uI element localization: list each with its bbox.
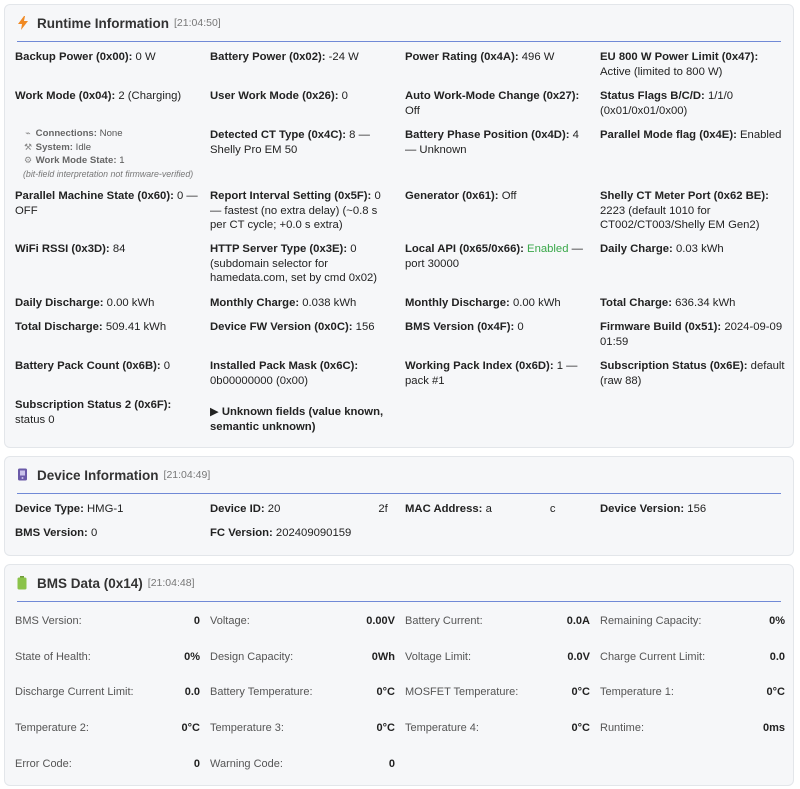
bms-item (15, 686, 200, 698)
bms-timestamp: [21:04:48] (147, 577, 195, 589)
runtime-card (4, 4, 794, 448)
auto-work-mode-field: Auto Work-Mode Change (0x27): Off (405, 90, 580, 117)
bms-item-label: Temperature 3: (210, 722, 284, 734)
parallel-mode-field: Parallel Mode flag (0x4E): Enabled (600, 129, 782, 141)
device-title: Device Information (37, 467, 159, 483)
device-timestamp: [21:04:49] (163, 469, 211, 481)
eu-power-limit-field: EU 800 W Power Limit (0x47): Active (limited to 800 W) (600, 51, 759, 78)
total-charge-field: Total Charge: 636.34 kWh (600, 297, 736, 309)
lightning-icon (17, 16, 29, 30)
bms-item (600, 651, 785, 663)
device-icon (17, 468, 29, 482)
local-api-field: Local API (0x65/0x66): Enabled — port 30000 (405, 243, 583, 270)
bms-item-label: Charge Current Limit: (600, 651, 706, 663)
bms-item-label: Error Code: (15, 758, 72, 770)
work-mode-field: Work Mode (0x04): 2 (Charging) (15, 90, 182, 102)
bms-version-field: BMS Version (0x4F): 0 (405, 321, 524, 333)
bms-item (405, 615, 590, 627)
bms-item-value: 0Wh (371, 651, 395, 663)
bms-item-value: 0ms (762, 722, 785, 734)
battery-power-field: Battery Power (0x02): -24 W (210, 51, 359, 63)
bms-item-value: 0 (193, 758, 200, 770)
bms-item-value: 0.0A (566, 615, 590, 627)
bms-item-value: 0.0V (567, 651, 590, 663)
device-card (4, 456, 794, 556)
bms-item-value: 0°C (376, 722, 395, 734)
bms-item-label: Voltage Limit: (405, 651, 472, 663)
bms-item-value: 0°C (571, 722, 590, 734)
device-id-field: Device ID: 20 2f (210, 503, 388, 515)
bms-item-label: BMS Version: (15, 615, 82, 627)
bms-item-label: Voltage: (210, 615, 250, 627)
bms-item-label: Remaining Capacity: (600, 615, 702, 627)
report-interval-field: Report Interval Setting (0x5F): 0 — fastest (no extra delay) (~0.8 s per CT cycle; +0.0 s extra) (210, 190, 381, 231)
local-api-status: Enabled (527, 243, 569, 255)
bms-item-label: Discharge Current Limit: (15, 686, 134, 698)
device-bms-version-field: BMS Version: 0 (15, 527, 98, 539)
bms-item (600, 686, 785, 698)
bms-item-value: 0°C (181, 722, 200, 734)
bms-item-value: 0.0 (184, 686, 200, 698)
bms-item-label: Temperature 4: (405, 722, 479, 734)
power-rating-field: Power Rating (0x4A): 496 W (405, 51, 555, 63)
device-fw-version-field: Device FW Version (0x0C): 156 (210, 321, 375, 333)
battery-pack-count-field: Battery Pack Count (0x6B): 0 (15, 360, 171, 372)
bms-item-value: 0% (769, 615, 785, 627)
http-server-type-field: HTTP Server Type (0x3E): 0 (subdomain selector for hamedata.com, set by cmd 0x02) (210, 243, 378, 284)
connections-row: ⌁ Connections: None (23, 127, 193, 141)
work-mode-state-row: ⚙ Work Mode State: 1 (23, 155, 125, 166)
subscription-status-field: Subscription Status (0x6E): default (raw 88) (600, 360, 785, 387)
device-header (17, 457, 781, 494)
bms-item (15, 615, 200, 627)
bms-item (15, 651, 200, 663)
bms-item-value: 0°C (571, 686, 590, 698)
working-pack-index-field: Working Pack Index (0x6D): 1 — pack #1 (405, 360, 578, 387)
status-details (23, 127, 193, 181)
daily-discharge-field: Daily Discharge: 0.00 kWh (15, 297, 155, 309)
wifi-rssi-field: WiFi RSSI (0x3D): 84 (15, 243, 126, 255)
bms-item-label: Runtime: (600, 722, 645, 734)
link-icon: ⌁ (25, 128, 31, 138)
bms-item-value: 0.00V (366, 615, 395, 627)
monthly-charge-field: Monthly Charge: 0.038 kWh (210, 297, 357, 309)
battery-phase-field: Battery Phase Position (0x4D): 4 — Unknown (405, 129, 579, 156)
bms-item (600, 722, 785, 734)
runtime-header (17, 5, 781, 42)
firmware-build-field: Firmware Build (0x51): 2024-09-09 01:59 (600, 321, 783, 348)
bms-item (600, 615, 785, 627)
system-row: ⚒ System: Idle (23, 141, 92, 153)
parallel-machine-state-field: Parallel Machine State (0x60): 0 — OFF (15, 190, 198, 217)
bms-item-label: Temperature 1: (600, 686, 674, 698)
bms-card (4, 564, 794, 786)
bms-item (405, 686, 590, 698)
bms-item-value: 0°C (766, 686, 785, 698)
bms-item (210, 722, 395, 734)
gear-icon: ⚙ (23, 155, 33, 165)
battery-icon (17, 576, 29, 590)
bms-item-label: Battery Current: (405, 615, 483, 627)
bms-item-label: Temperature 2: (15, 722, 89, 734)
backup-power-field: Backup Power (0x00): 0 W (15, 51, 156, 63)
bms-item-value: 0.0 (769, 651, 785, 663)
bms-item (15, 722, 200, 734)
device-version-field: Device Version: 156 (600, 503, 707, 515)
bms-item-label: State of Health: (15, 651, 91, 663)
status-flags-field: Status Flags B/C/D: 1/1/0 (0x01/0x01/0x00) (600, 90, 734, 117)
bms-item (210, 651, 395, 663)
unknown-fields-toggle[interactable]: ▶ Unknown fields (value known, semantic unknown) (210, 406, 384, 433)
installed-pack-mask-field: Installed Pack Mask (0x6C): 0b00000000 (0x00) (210, 360, 359, 387)
bms-item-label: MOSFET Temperature: (405, 686, 519, 698)
bms-item-value: 0 (193, 615, 200, 627)
bms-item (210, 615, 395, 627)
bms-item (405, 722, 590, 734)
bitfield-note: (bit-field interpretation not firmware-verified) (23, 168, 194, 179)
monthly-discharge-field: Monthly Discharge: 0.00 kWh (405, 297, 561, 309)
wrench-icon: ⚒ (23, 141, 33, 152)
runtime-timestamp: [21:04:50] (174, 17, 221, 29)
daily-charge-field: Daily Charge: 0.03 kWh (600, 243, 724, 255)
bms-header (17, 565, 781, 602)
bms-item (15, 758, 200, 770)
bms-item-value: 0 (388, 758, 395, 770)
subscription-status-2-field: Subscription Status 2 (0x6F): status 0 (15, 399, 172, 426)
user-work-mode-field: User Work Mode (0x26): 0 (210, 90, 348, 102)
bms-item-label: Design Capacity: (210, 651, 294, 663)
bms-item (210, 686, 395, 698)
detected-ct-type-field: Detected CT Type (0x4C): 8 — Shelly Pro EM 50 (210, 129, 370, 156)
bms-item-value: 0°C (376, 686, 395, 698)
fc-version-field: FC Version: 202409090159 (210, 527, 352, 539)
bms-item (405, 651, 590, 663)
shelly-ct-port-field: Shelly CT Meter Port (0x62 BE): 2223 (default 1010 for CT002/CT003/Shelly EM Gen2) (600, 190, 769, 231)
bms-item (210, 758, 395, 770)
bms-item-label: Warning Code: (210, 758, 283, 770)
bms-title: BMS Data (0x14) (37, 575, 143, 591)
generator-field: Generator (0x61): Off (405, 190, 517, 202)
device-type-field: Device Type: HMG-1 (15, 503, 124, 515)
mac-address-field: MAC Address: a c (405, 503, 556, 515)
bms-item-label: Battery Temperature: (210, 686, 313, 698)
bms-item-value: 0% (184, 651, 200, 663)
runtime-title: Runtime Information (37, 15, 169, 31)
total-discharge-field: Total Discharge: 509.41 kWh (15, 321, 167, 333)
